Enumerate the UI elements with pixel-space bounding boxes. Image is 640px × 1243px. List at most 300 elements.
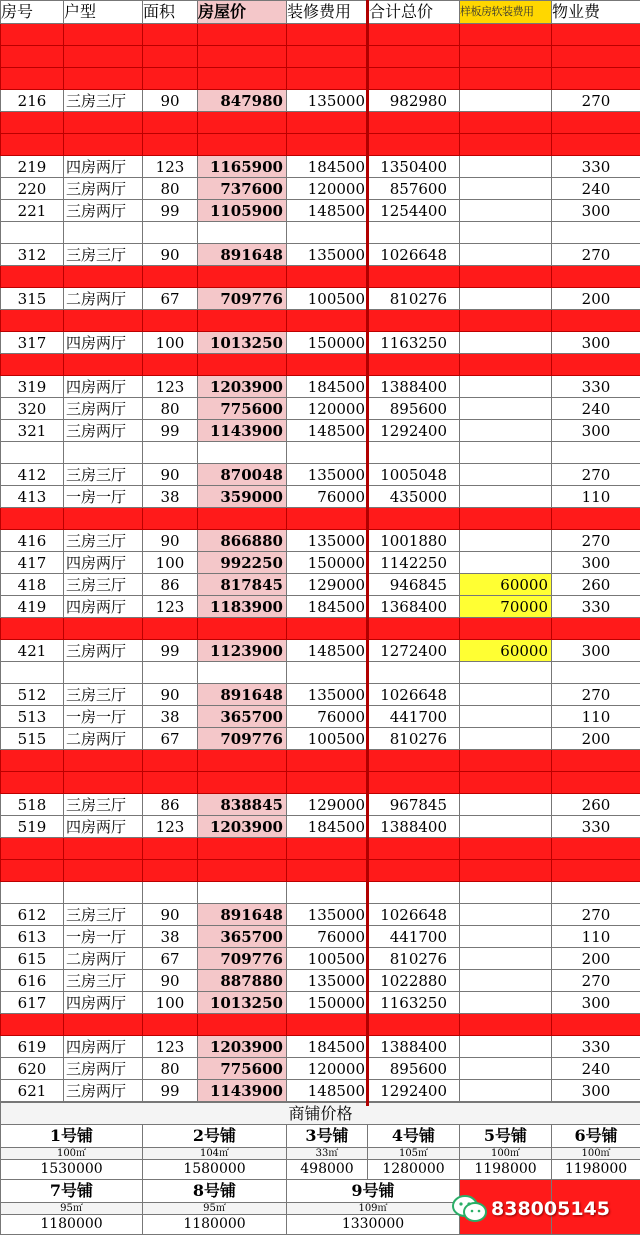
cell-layout: 四房两厅 [64, 992, 143, 1014]
cell-decoration-fee: 76000 [287, 706, 369, 728]
cell-area [143, 354, 198, 376]
cell-house-price [198, 354, 287, 376]
table-row-red [1, 68, 640, 90]
cell-decoration-fee [287, 112, 369, 134]
cell-total-price [369, 222, 460, 244]
cell-decoration-fee [287, 266, 369, 288]
cell-house-price: 359000 [198, 486, 287, 508]
cell-room-no [1, 24, 64, 46]
cell-decoration-fee [287, 222, 369, 244]
table-row [1, 1036, 640, 1058]
cell-room-no [1, 838, 64, 860]
cell-total-price: 1163250 [369, 992, 460, 1014]
cell-area: 90 [143, 244, 198, 266]
table-row-red [1, 112, 640, 134]
cell-layout: 三房三厅 [64, 904, 143, 926]
cell-decoration-fee: 100500 [287, 948, 369, 970]
shop-area: 33㎡ [287, 1148, 368, 1160]
cell-decoration-fee: 129000 [287, 574, 369, 596]
cell-room-no: 417 [1, 552, 64, 574]
table-row [1, 332, 640, 354]
cell-property-fee: 110 [552, 486, 640, 508]
cell-layout [64, 222, 143, 244]
cell-layout: 四房两厅 [64, 552, 143, 574]
cell-property-fee: 200 [552, 948, 640, 970]
cell-total-price [369, 772, 460, 794]
cell-layout: 三房两厅 [64, 1080, 143, 1102]
cell-layout: 四房两厅 [64, 816, 143, 838]
cell-layout: 四房两厅 [64, 332, 143, 354]
cell-total-price [369, 354, 460, 376]
cell-decoration-fee [287, 508, 369, 530]
cell-property-fee [552, 24, 640, 46]
cell-area [143, 112, 198, 134]
shop-name: 2号铺 [143, 1125, 287, 1148]
cell-property-fee [552, 266, 640, 288]
cell-decoration-fee [287, 46, 369, 68]
cell-layout: 三房三厅 [64, 970, 143, 992]
shop-name: 5号铺 [460, 1125, 552, 1148]
cell-decoration-fee: 120000 [287, 178, 369, 200]
cell-decoration-fee: 120000 [287, 1058, 369, 1080]
shop-price: 1580000 [143, 1160, 287, 1180]
cell-showflat-fee [460, 442, 552, 464]
header-row [1, 1, 640, 24]
cell-layout [64, 882, 143, 904]
cell-layout: 三房两厅 [64, 1058, 143, 1080]
cell-decoration-fee: 100500 [287, 288, 369, 310]
cell-house-price [198, 1014, 287, 1036]
table-row [1, 288, 640, 310]
cell-area: 100 [143, 332, 198, 354]
cell-decoration-fee [287, 24, 369, 46]
cell-total-price: 967845 [369, 794, 460, 816]
cell-property-fee: 300 [552, 640, 640, 662]
cell-decoration-fee: 135000 [287, 904, 369, 926]
cell-property-fee: 330 [552, 816, 640, 838]
cell-area: 80 [143, 178, 198, 200]
cell-showflat-fee [460, 156, 552, 178]
cell-decoration-fee: 150000 [287, 992, 369, 1014]
cell-property-fee [552, 222, 640, 244]
cell-layout: 三房三厅 [64, 574, 143, 596]
cell-decoration-fee [287, 860, 369, 882]
cell-property-fee: 270 [552, 970, 640, 992]
cell-total-price: 1272400 [369, 640, 460, 662]
header-showflat-furnishing-fee: 样板房软装费用 [460, 1, 552, 24]
cell-room-no [1, 222, 64, 244]
cell-property-fee [552, 442, 640, 464]
cell-layout [64, 46, 143, 68]
cell-property-fee: 110 [552, 706, 640, 728]
cell-house-price: 775600 [198, 398, 287, 420]
cell-layout: 三房两厅 [64, 420, 143, 442]
cell-decoration-fee: 184500 [287, 376, 369, 398]
cell-decoration-fee [287, 354, 369, 376]
cell-showflat-fee [460, 1058, 552, 1080]
header-total-price: 合计总价 [369, 1, 460, 24]
table-row [1, 816, 640, 838]
cell-area [143, 222, 198, 244]
table-row-red [1, 46, 640, 68]
cell-house-price [198, 442, 287, 464]
cell-area [143, 772, 198, 794]
table-row [1, 244, 640, 266]
cell-layout: 三房两厅 [64, 398, 143, 420]
cell-property-fee: 260 [552, 574, 640, 596]
cell-decoration-fee [287, 1014, 369, 1036]
cell-layout: 三房三厅 [64, 244, 143, 266]
cell-area: 38 [143, 926, 198, 948]
cell-area [143, 508, 198, 530]
cell-house-price [198, 112, 287, 134]
cell-property-fee: 270 [552, 684, 640, 706]
cell-layout: 四房两厅 [64, 156, 143, 178]
cell-property-fee: 270 [552, 244, 640, 266]
table-row-red [1, 772, 640, 794]
cell-layout [64, 618, 143, 640]
cell-showflat-fee [460, 90, 552, 112]
cell-area: 86 [143, 574, 198, 596]
cell-layout [64, 442, 143, 464]
cell-room-no: 515 [1, 728, 64, 750]
cell-showflat-fee [460, 882, 552, 904]
cell-area [143, 266, 198, 288]
table-row-red [1, 860, 640, 882]
cell-property-fee: 270 [552, 904, 640, 926]
cell-house-price: 1123900 [198, 640, 287, 662]
shop-price: 1280000 [368, 1160, 460, 1180]
table-row [1, 794, 640, 816]
cell-showflat-fee [460, 376, 552, 398]
shop-area: 95㎡ [143, 1203, 287, 1215]
cell-decoration-fee [287, 134, 369, 156]
cell-decoration-fee: 135000 [287, 970, 369, 992]
cell-showflat-fee [460, 68, 552, 90]
cell-layout [64, 508, 143, 530]
shop-area: 105㎡ [368, 1148, 460, 1160]
cell-decoration-fee: 76000 [287, 926, 369, 948]
shop-area: 104㎡ [143, 1148, 287, 1160]
cell-house-price [198, 310, 287, 332]
cell-house-price [198, 882, 287, 904]
cell-showflat-fee [460, 24, 552, 46]
cell-house-price [198, 266, 287, 288]
cell-room-no: 321 [1, 420, 64, 442]
cell-area: 123 [143, 156, 198, 178]
cell-showflat-fee [460, 310, 552, 332]
cell-area [143, 838, 198, 860]
cell-total-price [369, 1014, 460, 1036]
table-row [1, 1080, 640, 1102]
shop-price: 1530000 [1, 1160, 143, 1180]
cell-layout [64, 1014, 143, 1036]
cell-room-no: 620 [1, 1058, 64, 1080]
cell-showflat-fee [460, 1080, 552, 1102]
table-row [1, 948, 640, 970]
shop-price: 498000 [287, 1160, 368, 1180]
cell-showflat-fee [460, 1036, 552, 1058]
cell-layout [64, 662, 143, 684]
cell-room-no: 413 [1, 486, 64, 508]
shop-title-row [1, 1103, 640, 1125]
cell-area [143, 860, 198, 882]
cell-house-price [198, 772, 287, 794]
table-row [1, 156, 640, 178]
cell-area: 123 [143, 596, 198, 618]
cell-decoration-fee: 184500 [287, 596, 369, 618]
shop-name: 3号铺 [287, 1125, 368, 1148]
cell-area: 100 [143, 552, 198, 574]
cell-layout [64, 24, 143, 46]
cell-showflat-fee [460, 948, 552, 970]
cell-house-price [198, 134, 287, 156]
cell-property-fee: 240 [552, 178, 640, 200]
shop-name-row-1 [1, 1125, 640, 1148]
cell-total-price [369, 112, 460, 134]
cell-decoration-fee: 148500 [287, 420, 369, 442]
shop-name: 7号铺 [1, 1180, 143, 1203]
cell-layout [64, 860, 143, 882]
table-row-red [1, 1014, 640, 1036]
cell-decoration-fee: 150000 [287, 552, 369, 574]
shop-name: 1号铺 [1, 1125, 143, 1148]
cell-total-price [369, 750, 460, 772]
cell-property-fee: 300 [552, 332, 640, 354]
cell-property-fee: 300 [552, 552, 640, 574]
shop-area: 100㎡ [460, 1148, 552, 1160]
cell-showflat-fee: 60000 [460, 640, 552, 662]
cell-total-price: 1142250 [369, 552, 460, 574]
cell-total-price: 1026648 [369, 244, 460, 266]
cell-layout: 二房两厅 [64, 728, 143, 750]
cell-layout: 三房两厅 [64, 178, 143, 200]
cell-area: 90 [143, 970, 198, 992]
table-row [1, 178, 640, 200]
table-row [1, 904, 640, 926]
cell-decoration-fee [287, 750, 369, 772]
cell-area: 123 [143, 376, 198, 398]
cell-property-fee [552, 860, 640, 882]
cell-room-no: 419 [1, 596, 64, 618]
cell-house-price: 870048 [198, 464, 287, 486]
cell-layout [64, 266, 143, 288]
cell-room-no [1, 618, 64, 640]
cell-decoration-fee: 184500 [287, 156, 369, 178]
cell-area: 80 [143, 398, 198, 420]
cell-house-price: 1203900 [198, 376, 287, 398]
cell-total-price [369, 838, 460, 860]
cell-total-price: 857600 [369, 178, 460, 200]
cell-showflat-fee [460, 662, 552, 684]
cell-showflat-fee [460, 750, 552, 772]
cell-house-price: 992250 [198, 552, 287, 574]
cell-room-no [1, 354, 64, 376]
cell-decoration-fee: 148500 [287, 200, 369, 222]
table-row [1, 640, 640, 662]
cell-house-price: 1143900 [198, 1080, 287, 1102]
cell-showflat-fee [460, 684, 552, 706]
cell-showflat-fee [460, 860, 552, 882]
cell-showflat-fee [460, 112, 552, 134]
cell-layout [64, 772, 143, 794]
cell-area: 90 [143, 530, 198, 552]
shop-area: 100㎡ [1, 1148, 143, 1160]
cell-total-price: 1022880 [369, 970, 460, 992]
cell-showflat-fee [460, 288, 552, 310]
cell-house-price: 866880 [198, 530, 287, 552]
cell-showflat-fee [460, 354, 552, 376]
shop-area: 100㎡ [552, 1148, 640, 1160]
cell-total-price: 1388400 [369, 816, 460, 838]
shop-price: 1330000 [287, 1215, 460, 1235]
table-row-red [1, 618, 640, 640]
cell-area [143, 662, 198, 684]
cell-house-price: 817845 [198, 574, 287, 596]
cell-total-price: 1026648 [369, 684, 460, 706]
header-property-fee: 物业费 [552, 1, 640, 24]
cell-house-price: 847980 [198, 90, 287, 112]
cell-showflat-fee [460, 706, 552, 728]
cell-layout: 一房一厅 [64, 926, 143, 948]
table-row-blank [1, 222, 640, 244]
cell-house-price: 891648 [198, 244, 287, 266]
room-rows [1, 24, 640, 1102]
cell-total-price: 1292400 [369, 420, 460, 442]
cell-house-price [198, 508, 287, 530]
cell-property-fee [552, 508, 640, 530]
cell-area [143, 24, 198, 46]
cell-house-price: 891648 [198, 904, 287, 926]
cell-house-price: 775600 [198, 1058, 287, 1080]
cell-room-no: 320 [1, 398, 64, 420]
cell-layout [64, 112, 143, 134]
cell-showflat-fee [460, 794, 552, 816]
table-row-red [1, 266, 640, 288]
cell-room-no: 613 [1, 926, 64, 948]
table-row [1, 200, 640, 222]
cell-showflat-fee [460, 992, 552, 1014]
cell-house-price [198, 662, 287, 684]
cell-house-price [198, 750, 287, 772]
cell-room-no [1, 662, 64, 684]
cell-showflat-fee: 70000 [460, 596, 552, 618]
cell-area: 100 [143, 992, 198, 1014]
cell-property-fee: 270 [552, 90, 640, 112]
cell-layout: 三房三厅 [64, 90, 143, 112]
cell-room-no: 616 [1, 970, 64, 992]
shop-price: 1198000 [552, 1160, 640, 1180]
cell-total-price: 982980 [369, 90, 460, 112]
cell-showflat-fee [460, 772, 552, 794]
cell-showflat-fee [460, 420, 552, 442]
cell-property-fee [552, 750, 640, 772]
cell-decoration-fee: 184500 [287, 816, 369, 838]
cell-total-price [369, 618, 460, 640]
cell-total-price [369, 46, 460, 68]
cell-house-price: 1165900 [198, 156, 287, 178]
cell-showflat-fee [460, 266, 552, 288]
cell-layout: 二房两厅 [64, 288, 143, 310]
cell-area [143, 442, 198, 464]
cell-decoration-fee: 120000 [287, 398, 369, 420]
table-row-red [1, 134, 640, 156]
shop-price: 1180000 [1, 1215, 143, 1235]
cell-house-price: 1143900 [198, 420, 287, 442]
table-row-red [1, 354, 640, 376]
cell-layout [64, 354, 143, 376]
wechat-icon [451, 1193, 489, 1225]
cell-total-price: 1350400 [369, 156, 460, 178]
table-row [1, 970, 640, 992]
cell-area: 123 [143, 1036, 198, 1058]
cell-decoration-fee [287, 838, 369, 860]
cell-total-price: 435000 [369, 486, 460, 508]
cell-showflat-fee [460, 530, 552, 552]
cell-room-no: 421 [1, 640, 64, 662]
shop-area: 109㎡ [287, 1203, 460, 1215]
cell-decoration-fee [287, 68, 369, 90]
cell-area: 38 [143, 706, 198, 728]
cell-property-fee: 300 [552, 992, 640, 1014]
cell-house-price [198, 24, 287, 46]
cell-room-no [1, 134, 64, 156]
cell-room-no: 513 [1, 706, 64, 728]
cell-house-price [198, 68, 287, 90]
table-row-blank [1, 442, 640, 464]
cell-house-price: 709776 [198, 948, 287, 970]
cell-property-fee [552, 354, 640, 376]
cell-room-no [1, 772, 64, 794]
cell-decoration-fee: 135000 [287, 464, 369, 486]
cell-total-price: 895600 [369, 1058, 460, 1080]
cell-house-price: 709776 [198, 728, 287, 750]
header-area: 面积 [143, 1, 198, 24]
cell-layout: 四房两厅 [64, 376, 143, 398]
cell-property-fee: 270 [552, 530, 640, 552]
cell-area: 99 [143, 1080, 198, 1102]
cell-area: 123 [143, 816, 198, 838]
cell-showflat-fee [460, 1014, 552, 1036]
cell-decoration-fee: 135000 [287, 684, 369, 706]
cell-property-fee [552, 310, 640, 332]
cell-house-price: 365700 [198, 706, 287, 728]
cell-property-fee [552, 134, 640, 156]
cell-area: 99 [143, 420, 198, 442]
cell-layout [64, 310, 143, 332]
cell-house-price: 1203900 [198, 816, 287, 838]
shop-price: 1198000 [460, 1160, 552, 1180]
cell-showflat-fee [460, 46, 552, 68]
table-row [1, 926, 640, 948]
cell-layout: 三房三厅 [64, 684, 143, 706]
table-row-blank [1, 882, 640, 904]
cell-room-no [1, 1014, 64, 1036]
cell-house-price: 1013250 [198, 992, 287, 1014]
cell-area: 86 [143, 794, 198, 816]
cell-room-no: 315 [1, 288, 64, 310]
cell-decoration-fee: 135000 [287, 244, 369, 266]
column-divider-line [366, 0, 369, 1106]
cell-room-no: 319 [1, 376, 64, 398]
cell-showflat-fee [460, 486, 552, 508]
cell-property-fee: 330 [552, 156, 640, 178]
cell-house-price: 1203900 [198, 1036, 287, 1058]
cell-house-price: 1013250 [198, 332, 287, 354]
cell-total-price [369, 68, 460, 90]
cell-property-fee [552, 68, 640, 90]
cell-showflat-fee [460, 904, 552, 926]
